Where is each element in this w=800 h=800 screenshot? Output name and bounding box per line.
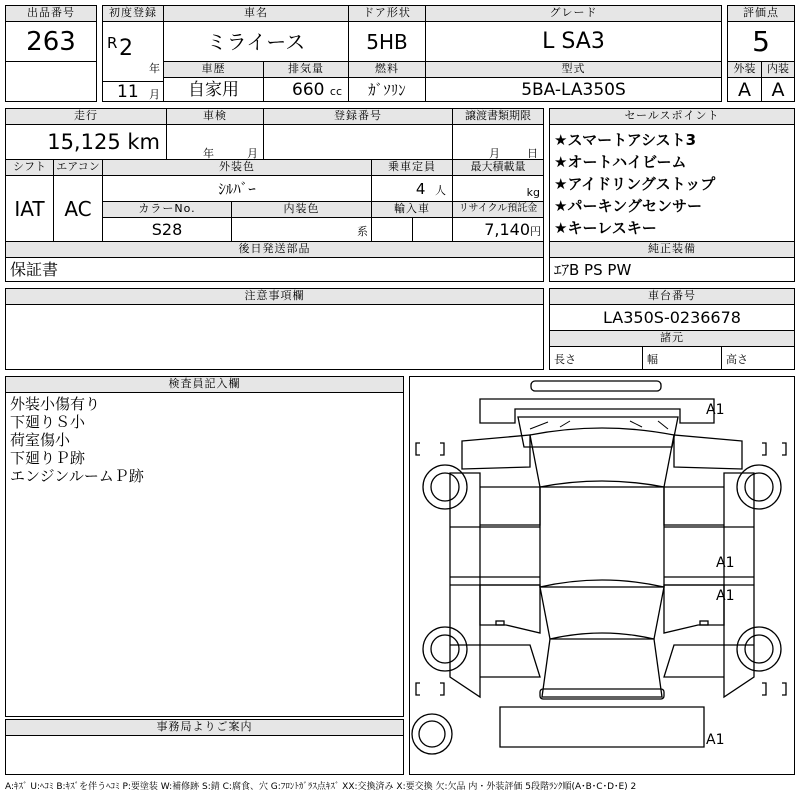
model: 5BA-LA350S <box>425 77 722 102</box>
inspector-note: 下廻りＳ小 <box>10 413 86 431</box>
history: 自家用 <box>163 77 264 102</box>
color-no: S28 <box>102 217 232 242</box>
recycle-unit: 円 <box>530 225 541 238</box>
displacement-box <box>263 77 349 102</box>
import-label: 輸入車 <box>371 201 453 218</box>
lot-no: 263 <box>5 21 97 62</box>
int-color-label: 内装色 <box>231 201 372 218</box>
recycle: 7,140 <box>484 220 530 239</box>
capacity-box <box>371 175 453 202</box>
inspection-box <box>166 124 264 160</box>
import-box-2 <box>412 217 453 242</box>
interior-label: 内装 <box>761 61 795 78</box>
displacement-unit: cc <box>329 85 342 98</box>
fuel-label: 燃料 <box>348 61 426 78</box>
era: R <box>107 34 118 52</box>
score-label: 評価点 <box>727 5 795 22</box>
shift: IAT <box>5 175 54 242</box>
inspection-month-unit: 月 <box>247 147 258 160</box>
damage-mark: A1 <box>716 555 735 571</box>
office-label: 事務局よりご案内 <box>5 719 404 736</box>
transfer-day-unit: 日 <box>527 147 538 160</box>
capacity-label: 乗車定員 <box>371 159 453 176</box>
car-name-label: 車名 <box>163 5 349 22</box>
first-reg-box <box>102 21 164 82</box>
ac-label: エアコン <box>53 159 103 176</box>
sales-point: ★スマートアシスト3 <box>554 131 697 149</box>
car-diagram <box>409 376 795 775</box>
sales-points-label: セールスポイント <box>549 108 795 125</box>
fuel: ｶﾞｿﾘﾝ <box>348 77 426 102</box>
inspector-note: エンジンルームＰ跡 <box>10 467 144 485</box>
chassis-number: LA350S-0236678 <box>549 304 795 331</box>
height-label: 高さ <box>721 346 795 370</box>
color: ｼﾙﾊﾞｰ <box>102 175 372 202</box>
capacity: 4 <box>415 180 426 198</box>
inspector-notes-box <box>5 392 404 717</box>
mileage-box <box>5 124 167 160</box>
load-unit: kg <box>452 175 544 202</box>
grade-label: グレード <box>425 5 722 22</box>
inspector-note: 下廻りＰ跡 <box>10 449 86 467</box>
month-unit: 月 <box>149 88 160 101</box>
color-no-label: カラーNo. <box>102 201 232 218</box>
reg-month-box <box>102 81 164 102</box>
import-box-1 <box>371 217 413 242</box>
equipment: ｴｱB PS PW <box>549 257 795 282</box>
score: 5 <box>727 21 795 62</box>
inspection-year-unit: 年 <box>203 147 214 160</box>
caution-box <box>5 304 544 370</box>
sales-point: ★アイドリングストップ <box>554 175 716 193</box>
mileage-unit: km <box>127 130 160 154</box>
inspector-label: 検査員記入欄 <box>5 376 404 393</box>
model-label: 型式 <box>425 61 722 78</box>
later-parts: 保証書 <box>5 257 544 282</box>
first-reg-label: 初度登録 <box>102 5 164 22</box>
interior-grade: A <box>761 77 795 102</box>
color-label: 外装色 <box>102 159 372 176</box>
recycle-label: リサイクル預託金 <box>452 201 544 218</box>
dims-label: 諸元 <box>549 330 795 347</box>
width-label: 幅 <box>642 346 722 370</box>
reg-month: 11 <box>117 82 139 102</box>
legend: A:ｷｽﾞ U:ﾍｺﾐ B:ｷｽﾞを伴うﾍｺﾐ P:要塗装 W:補修跡 S:錆 C:腐食、穴 G:ﾌﾛﾝﾄｶﾞﾗｽ点ｷｽﾞ XX:交換済み X:要交換 欠:欠品 内・外装評価 5段階ﾗﾝｸ順(A･B･C･D･E) 2 <box>5 782 637 792</box>
exterior-label: 外装 <box>727 61 762 78</box>
ac: AC <box>53 175 103 242</box>
inspector-note: 外装小傷有り <box>10 395 101 413</box>
car-name: ミライース <box>163 21 349 62</box>
caution-label: 注意事項欄 <box>5 288 544 305</box>
inspector-note: 荷室傷小 <box>10 431 71 449</box>
later-parts-label: 後日発送部品 <box>5 241 544 258</box>
reg-year: 2 <box>119 36 133 61</box>
year-unit: 年 <box>149 62 160 75</box>
sales-point: ★パーキングセンサー <box>554 197 702 215</box>
sales-points-box <box>549 124 795 242</box>
grade: L SA3 <box>425 21 722 62</box>
displacement-label: 排気量 <box>263 61 349 78</box>
recycle-box <box>452 217 544 242</box>
exterior-grade: A <box>727 77 762 102</box>
mileage-label: 走行 <box>5 108 167 125</box>
int-color-unit: 系 <box>231 217 372 242</box>
history-label: 車歴 <box>163 61 264 78</box>
transfer-month-unit: 月 <box>489 147 500 160</box>
damage-mark: A1 <box>706 732 725 748</box>
inspection-label: 車検 <box>166 108 264 125</box>
car-diagram-svg <box>410 377 794 774</box>
lot-no-label: 出品番号 <box>5 5 97 22</box>
mileage: 15,125 <box>47 130 121 154</box>
office-box <box>5 735 404 775</box>
displacement: 660 <box>292 80 325 100</box>
door-label: ドア形状 <box>348 5 426 22</box>
length-label: 長さ <box>549 346 643 370</box>
transfer-label: 譲渡書類期限 <box>452 108 544 125</box>
sales-point: ★キーレスキー <box>554 219 657 237</box>
shift-label: シフト <box>5 159 54 176</box>
equipment-label: 純正装備 <box>549 241 795 258</box>
reg-no-label: 登録番号 <box>263 108 453 125</box>
chassis-label: 車台番号 <box>549 288 795 305</box>
sales-point: ★オートハイビーム <box>554 153 687 171</box>
transfer-box <box>452 124 544 160</box>
load-label: 最大積載量 <box>452 159 544 176</box>
door-type: 5HB <box>348 21 426 62</box>
lot-no-blank <box>5 61 97 102</box>
damage-mark: A1 <box>706 402 725 418</box>
damage-mark: A1 <box>716 588 735 604</box>
capacity-unit: 人 <box>435 184 446 197</box>
reg-no <box>263 124 453 160</box>
